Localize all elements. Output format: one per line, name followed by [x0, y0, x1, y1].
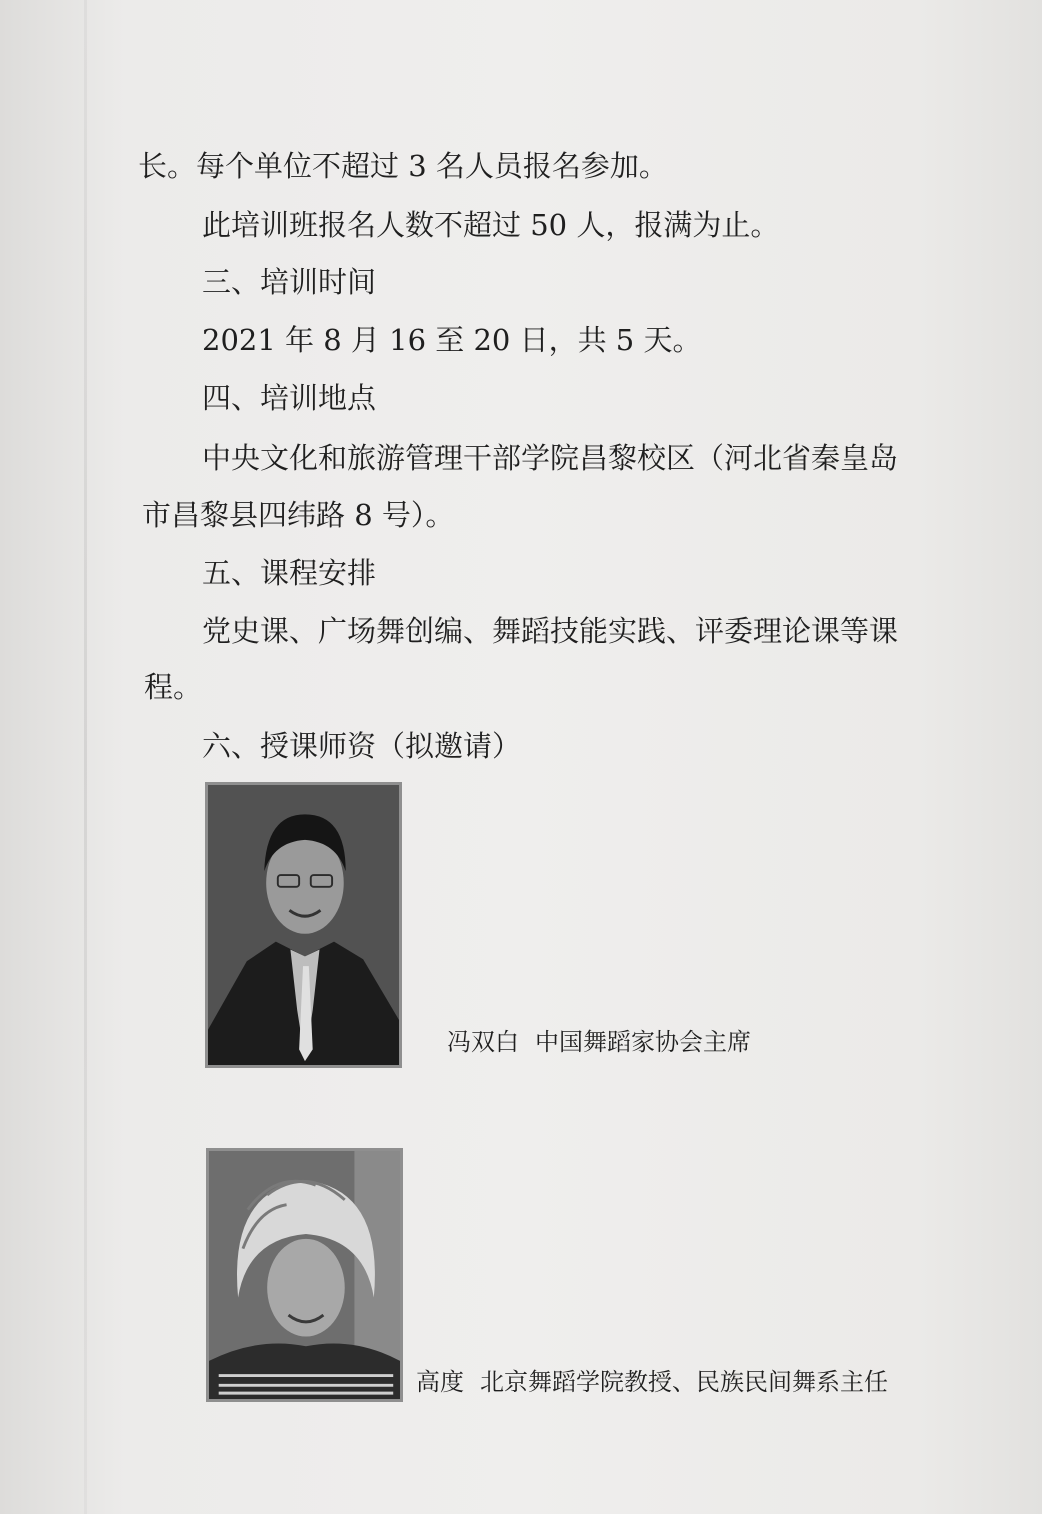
text-line-courses-1: 党史课、广场舞创编、舞蹈技能实践、评委理论课等课 — [202, 614, 899, 648]
text-line-location-1: 中央文化和旅游管理干部学院昌黎校区（河北省秦皇岛 — [202, 441, 899, 475]
teacher-title-1: 中国舞蹈家协会主席 — [535, 1028, 751, 1056]
section-heading-teachers: 六、授课师资（拟邀请） — [202, 729, 522, 763]
teacher-caption-1 — [447, 1027, 767, 1057]
teacher-photo-1 — [205, 782, 402, 1068]
text-line-location-2: 市昌黎县四纬路 8 号）。 — [142, 498, 455, 532]
teacher-name-2: 高度 — [416, 1368, 464, 1396]
text-line-date: 2021 年 8 月 16 至 20 日，共 5 天。 — [202, 323, 702, 357]
section-heading-courses: 五、课程安排 — [202, 556, 377, 590]
text-line-1: 长。每个单位不超过 3 名人员报名参加。 — [138, 149, 668, 183]
teacher-name-1: 冯双白 — [447, 1028, 519, 1056]
paper-fold-shadow — [84, 0, 87, 1514]
teacher-photo-2 — [206, 1148, 403, 1402]
text-line-2: 此培训班报名人数不超过 50 人，报满为止。 — [202, 208, 780, 242]
text-line-courses-2: 程。 — [144, 670, 203, 704]
section-heading-location: 四、培训地点 — [202, 381, 377, 415]
teacher-caption-2 — [416, 1367, 904, 1397]
section-heading-time: 三、培训时间 — [202, 265, 377, 299]
teacher-title-2: 北京舞蹈学院教授、民族民间舞系主任 — [480, 1368, 888, 1396]
